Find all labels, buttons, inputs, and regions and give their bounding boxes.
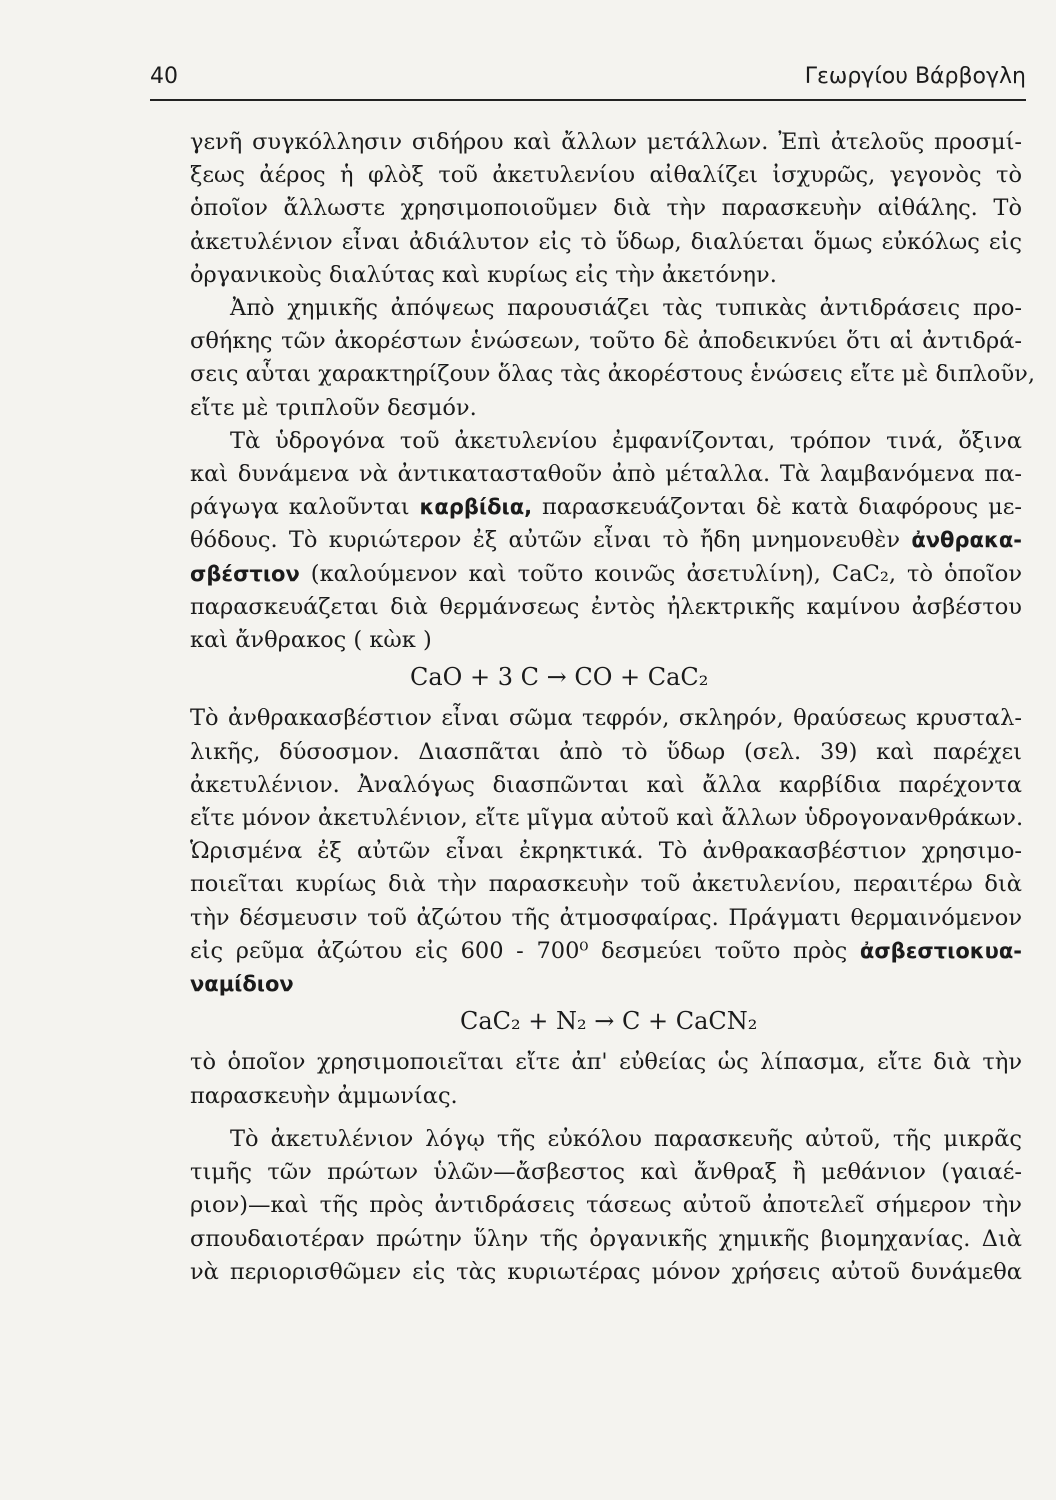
text-line: ξεως ἀέρος ἡ φλὸξ τοῦ ἀκετυλενίου αἰθαλίζει ἰσχυρῶς, γεγονὸς τὸ (190, 162, 1022, 189)
text-line: εἴτε μόνον ἀκετυλένιον, εἴτε μῖγμα αὐτοῦ καὶ ἄλλων ὑδρογονανθράκων. (190, 805, 1024, 832)
text-line: λικῆς, δύσοσμον. Διασπᾶται ἀπὸ τὸ ὕδωρ (σελ. 39) καὶ παρέχει (190, 738, 1022, 765)
paragraph-5 (190, 1046, 1022, 1112)
text-line: τὴν δέσμευσιν τοῦ ἀζώτου τῆς ἀτμοσφαίρας. Πράγματι θερμαινόμενον (190, 904, 1022, 931)
equation-calcium-cyanamide: CaC₂ + N₂ → C + CaCN₂ (460, 1007, 758, 1036)
text-line: ποιεῖται κυρίως διὰ τὴν παρασκευὴν τοῦ ἀκετυλενίου, περαιτέρω διὰ (190, 871, 1022, 898)
equation-calcium-carbide: CaO + 3 C → CO + CaC₂ (410, 663, 709, 692)
text-line: Τὸ ἀνθρακασβέστιον εἶναι σῶμα τεφρόν, σκληρόν, θραύσεως κρυσταλ- (190, 705, 1022, 732)
text-line: σπουδαιοτέραν πρώτην ὕλην τῆς ὀργανικῆς χημικῆς βιομηχανίας. Διὰ (190, 1225, 1022, 1252)
text-line: Ὡρισμένα ἐξ αὐτῶν εἶναι ἐκρηκτικά. Τὸ ἀνθρακασβέστιον χρησιμο- (190, 838, 1022, 865)
paragraph-1 (190, 126, 1022, 292)
text-line: καὶ ἄνθρακος ( κὼκ ) (190, 627, 432, 654)
term-calcium-carbide-part1: ἀνθρακα- (911, 528, 1023, 553)
text-line (190, 935, 1022, 968)
term-calcium-cyanamide-part2: ναμίδιον (190, 972, 294, 997)
text-line: εἴτε μὲ τριπλοῦν δεσμόν. (190, 394, 477, 421)
text-line: καὶ δυνάμενα νὰ ἀντικατασταθοῦν ἀπὸ μέταλλα. Τὰ λαμβανόμενα πα- (190, 461, 1022, 488)
text-line: τὸ ὁποῖον χρησιμοποιεῖται εἴτε ἀπ' εὐθείας ὡς λίπασμα, εἴτε διὰ τὴν (190, 1049, 1022, 1076)
text-line (190, 968, 1022, 1001)
text-line: νὰ περιορισθῶμεν εἰς τὰς κυριωτέρας μόνον χρήσεις αὐτοῦ δυνάμεθα (190, 1258, 1022, 1285)
paragraph-4 (190, 702, 1022, 1001)
text-fragment: παρασκευάζονται δὲ κατὰ διαφόρους με- (541, 494, 1022, 521)
text-fragment: θόδους. Τὸ κυριώτερον ἐξ αὐτῶν εἶναι τὸ ἤδη μνημονευθὲν (190, 527, 901, 554)
text-line: Τὰ ὑδρογόνα τοῦ ἀκετυλενίου ἐμφανίζονται, τρόπον τινά, ὄξινα (230, 427, 1022, 454)
text-line (190, 491, 1022, 524)
text-line: Τὸ ἀκετυλένιον λόγῳ τῆς εὐκόλου παρασκευῆς αὐτοῦ, τῆς μικρᾶς (230, 1125, 1022, 1152)
paragraph-2 (190, 292, 1035, 425)
text-fragment: εἰς ρεῦμα ἀζώτου εἰς 600 - 700⁰ δεσμεύει τοῦτο πρὸς (190, 937, 848, 964)
text-line: γενῆ συγκόλλησιν σιδήρου καὶ ἄλλων μετάλλων. Ἐπὶ ἀτελοῦς προσμί- (190, 129, 1022, 155)
text-line (190, 558, 1022, 591)
text-fragment: (καλούμενον καὶ τοῦτο κοινῶς ἀσετυλίνη), CaC₂, τὸ ὁποῖον (310, 560, 1022, 587)
paragraph-3 (190, 425, 1022, 657)
text-line: ὀργανικοὺς διαλύτας καὶ κυρίως εἰς τὴν ἀκετόνην. (190, 261, 777, 288)
term-calcium-carbide-part2: σβέστιον (190, 561, 300, 586)
text-fragment: ράγωγα καλοῦνται (190, 494, 410, 521)
text-line: σθήκης τῶν ἀκορέστων ἑνώσεων, τοῦτο δὲ ἀποδεικνύει ὅτι αἱ ἀντιδρά- (190, 328, 1022, 355)
text-line (190, 524, 1022, 557)
text-line: Ἀπὸ χημικῆς ἀπόψεως παρουσιάζει τὰς τυπικὰς ἀντιδράσεις προ- (230, 295, 1022, 322)
term-calcium-cyanamide-part1: ἀσβεστιοκυα- (859, 938, 1023, 963)
page-number: 40 (150, 64, 178, 89)
text-line: σεις αὗται χαρακτηρίζουν ὅλας τὰς ἀκορέστους ἑνώσεις εἴτε μὲ διπλοῦν, (190, 361, 1035, 388)
text-line: ὁποῖον ἄλλωστε χρησιμοποιοῦμεν διὰ τὴν παρασκευὴν αἰθάλης. Τὸ (190, 195, 1022, 222)
page-body (190, 126, 1035, 1289)
text-line: παρασκευὴν ἀμμωνίας. (190, 1082, 458, 1109)
text-line: παρασκευάζεται διὰ θερμάνσεως ἐντὸς ἠλεκτρικῆς καμίνου ἀσβέστου (190, 593, 1022, 620)
text-line: τιμῆς τῶν πρώτων ὑλῶν—ἄσβεστος καὶ ἄνθραξ ἢ μεθάνιον (γαιαέ- (190, 1159, 1022, 1186)
term-carbides: καρβίδια, (419, 495, 533, 520)
text-line: ἀκετυλένιον. Ἀναλόγως διασπῶνται καὶ ἄλλα καρβίδια παρέχοντα (190, 771, 1022, 798)
text-line: ἀκετυλένιον εἶναι ἀδιάλυτον εἰς τὸ ὕδωρ, διαλύεται ὅμως εὐκόλως εἰς (190, 228, 1022, 255)
text-line: ριον)—καὶ τῆς πρὸς ἀντιδράσεις τάσεως αὐτοῦ ἀποτελεῖ σήμερον τὴν (190, 1192, 1022, 1219)
running-title: Γεωργίου Βάρβογλη (804, 64, 1026, 89)
page-header (150, 64, 1026, 101)
paragraph-6 (190, 1123, 1022, 1289)
